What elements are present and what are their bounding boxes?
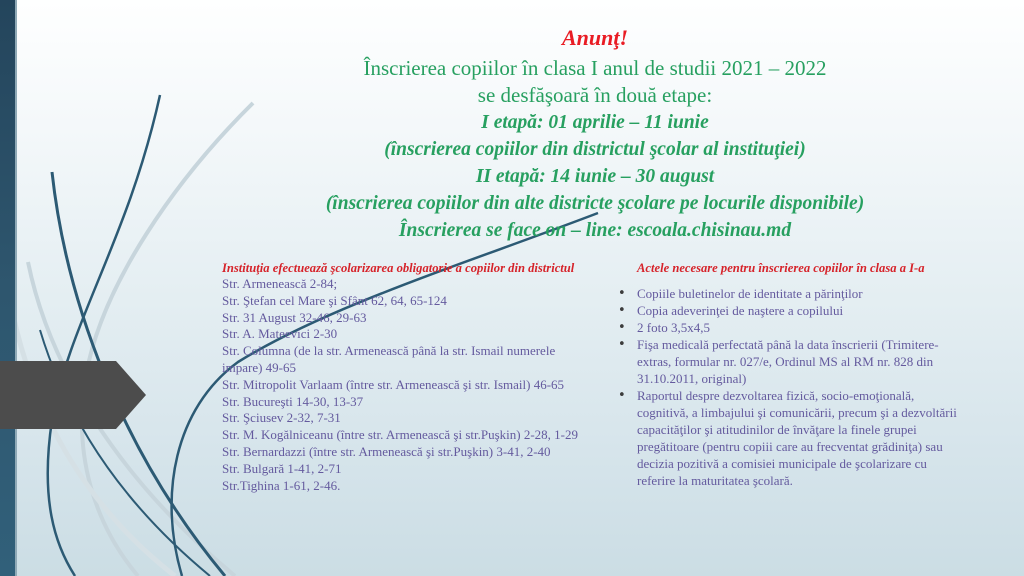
street-item: Str. Bulgară 1-41, 2-71 (222, 460, 342, 476)
street-item: Str. A. Mateevici 2-30 (222, 326, 338, 342)
intro-line-2: se desfăşoară în două etape: (477, 83, 713, 107)
street-item: Str. Ştefan cel Mare şi Sfânt 62, 64, 65-124 (222, 292, 447, 308)
bullet-dot-icon: • (618, 303, 626, 318)
document-item-text: Raportul despre dezvoltarea fizică, socio-emoţională, cognitivă, a limbajului şi comunicării, precum şi a dezvoltării capacităţilor şi atitudinilor de învăţare la finele grupei pregătitoare (pentru copiii care au frecventat grădiniţa) sau decizia pozitivă a comisiei municipale de şcolarizare cu referire la maturitatea şcolară. (637, 388, 957, 488)
bullet-dot-icon: • (618, 337, 626, 352)
document-item-text: Fişa medicală perfectată până la data înscrierii (Trimitere-extras, formular nr. 027/e, Ordinul MS al RM nr. 828 din 31.10.2011, original) (637, 337, 939, 386)
document-item (612, 319, 964, 336)
document-item-text: Copia adeverinţei de naştere a copilului (637, 303, 844, 318)
document-item-text: Copiile buletinelor de identitate a părinţilor (637, 286, 863, 301)
district-streets-heading: Instituţia efectuează şcolarizarea obligatorie a copiilor din districtul (222, 261, 575, 275)
bullet-dot-icon: • (618, 286, 626, 301)
street-list (222, 276, 594, 494)
sidebar-accent-bar-edge (15, 0, 17, 576)
street-item: Str. 31 August 32-46, 29-63 (222, 309, 367, 325)
intro-line-1: Înscrierea copiilor în clasa I anul de studii 2021 – 2022 (363, 56, 827, 80)
street-item: Str. Mitropolit Varlaam (între str. Armenească şi str. Ismail) 46-65 (222, 376, 565, 392)
announcement-header (150, 21, 1024, 244)
arrow-shape (0, 361, 146, 429)
document-item-text: 2 foto 3,5x4,5 (637, 320, 710, 335)
stage-line-5: Înscrierea se face on – line: escoala.chisinau.md (398, 220, 792, 241)
bullet-dot-icon: • (618, 320, 626, 335)
required-documents-section (612, 260, 984, 489)
stage-line-3: II etapă: 14 iunie – 30 august (475, 166, 715, 187)
sidebar-accent-bar (0, 0, 15, 576)
street-item: Str. Columna (de la str. Armenească până la str. Ismail numerele impare) 49-65 (222, 343, 556, 375)
bullet-dot-icon: • (618, 388, 626, 403)
document-item (612, 302, 964, 319)
documents-list (612, 285, 984, 489)
announcement-title: Anunţ! (561, 25, 629, 50)
street-item: Str. Bucureşti 14-30, 13-37 (222, 393, 364, 409)
stage-line-1: I etapă: 01 aprilie – 11 iunie (481, 112, 709, 133)
required-documents-heading: Actele necesare pentru înscrierea copiilor în clasa a I-a (637, 261, 925, 275)
street-item: Str.Tighina 1-61, 2-46. (222, 477, 341, 493)
stage-line-4: (înscrierea copiilor din alte districte şcolare pe locurile disponibile) (325, 193, 865, 214)
document-item (612, 387, 964, 489)
street-item: Str. Armenească 2-84; (222, 276, 338, 291)
district-streets-section (222, 260, 594, 494)
street-item: Str. Şciusev 2-32, 7-31 (222, 410, 341, 426)
street-item: Str. M. Kogălniceanu (între str. Armenească şi str.Puşkin) 2-28, 1-29 (222, 427, 579, 443)
street-item: Str. Bernardazzi (între str. Armenească şi str.Puşkin) 3-41, 2-40 (222, 443, 551, 459)
document-item (612, 336, 964, 387)
stage-line-2: (înscrierea copiilor din districtul şcolar al instituţiei) (384, 139, 806, 160)
document-item (612, 285, 964, 302)
